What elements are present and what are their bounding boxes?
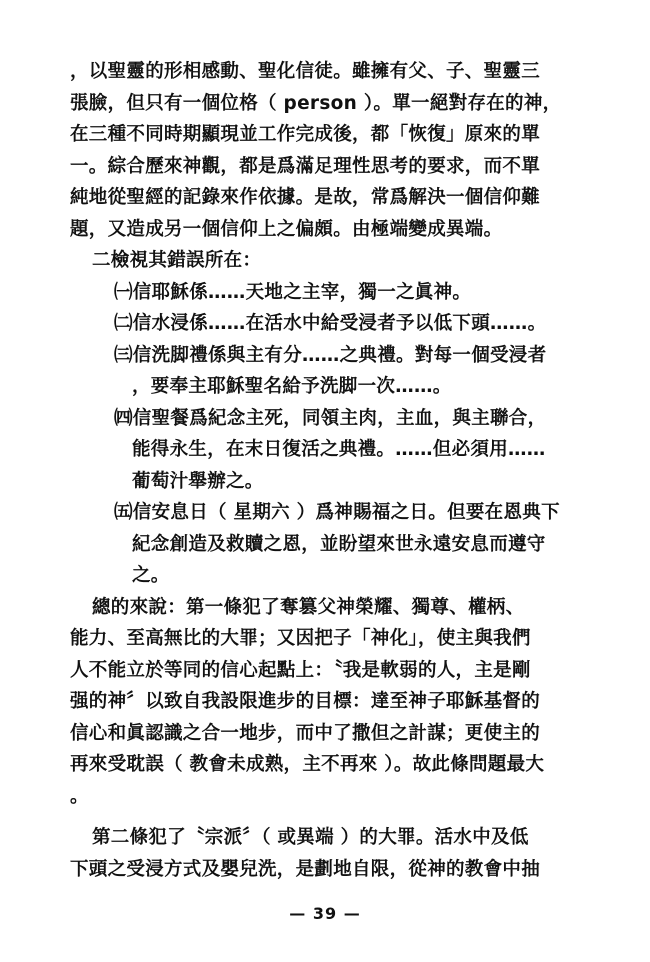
text-line: 信心和眞認識之合一地步，而中了撒但之計謀；更使主的 bbox=[70, 722, 541, 744]
text-line: 在三種不同時期顯現並工作完成後，都「恢復」原來的單 bbox=[70, 124, 541, 145]
text-line: 。 bbox=[70, 785, 89, 807]
text-line: 純地從聖經的記錄來作依據。是故，常爲解決一個信仰難 bbox=[70, 187, 541, 208]
text-line: 紀念創造及救贖之恩，並盼望來世永遠安息而遵守 bbox=[132, 533, 546, 555]
text-line: 之。 bbox=[132, 565, 170, 586]
text-line: 强的神〞以致自我設限進步的目標：達至神子耶穌基督的 bbox=[70, 691, 541, 712]
text-line: 一。綜合歷來神觀，都是爲滿足理性思考的要求，而不單 bbox=[70, 155, 541, 177]
text-line: 二檢視其錯誤所在： bbox=[92, 250, 262, 271]
text-line: 能得永生，在末日復活之典禮。……但必須用…… bbox=[132, 439, 546, 460]
text-line: 題，又造成另一個信仰上之偏頗。由極端變成異端。 bbox=[70, 218, 503, 240]
text-line: 人不能立於等同的信心起點上：〝我是軟弱的人，主是剛 bbox=[70, 659, 531, 681]
body-text bbox=[70, 56, 590, 885]
text-line: ㈤信安息日（ 星期六 ）爲神賜福之日。但要在恩典下 bbox=[114, 502, 560, 523]
text-line: ，以聖靈的形相感動、聖化信徒。雖擁有父、子、聖靈三 bbox=[70, 61, 541, 82]
page-number: — 39 — bbox=[289, 904, 361, 923]
text-line: ㈣信聖餐爲紀念主死，同領主肉，主血，與主聯合， bbox=[114, 407, 547, 429]
text-line: 總的來說：第一條犯了奪篡父神榮耀、獨尊、權柄、 bbox=[92, 596, 525, 618]
text-line: 再來受耽誤（ 教會未成熟，主不再來 ）。故此條問題最大 bbox=[70, 754, 545, 775]
text-line: 下頭之受浸方式及嬰兒洗，是劃地自限，從神的教會中抽 bbox=[70, 858, 541, 880]
text-line: ㈢信洗脚禮係與主有分……之典禮。對每一個受浸者 bbox=[114, 344, 547, 366]
text-line: 葡萄汁舉辦之。 bbox=[132, 470, 264, 492]
text-line: 能力、至高無比的大罪；又因把子「神化」，使主與我們 bbox=[70, 628, 531, 649]
text-line: ，要奉主耶穌聖名給予洗脚一次……。 bbox=[132, 376, 452, 397]
text-line: ㈡信水浸係……在活水中給受浸者予以低下頭……。 bbox=[114, 313, 547, 334]
text-line: ㈠信耶穌係……天地之主宰，獨一之眞神。 bbox=[114, 281, 472, 303]
text-line: 張臉，但只有一個位格（ person ）。單一絕對存在的神， bbox=[70, 92, 562, 114]
text-line: 第二條犯了〝宗派〞（ 或異端 ）的大罪。活水中及低 bbox=[92, 827, 529, 848]
